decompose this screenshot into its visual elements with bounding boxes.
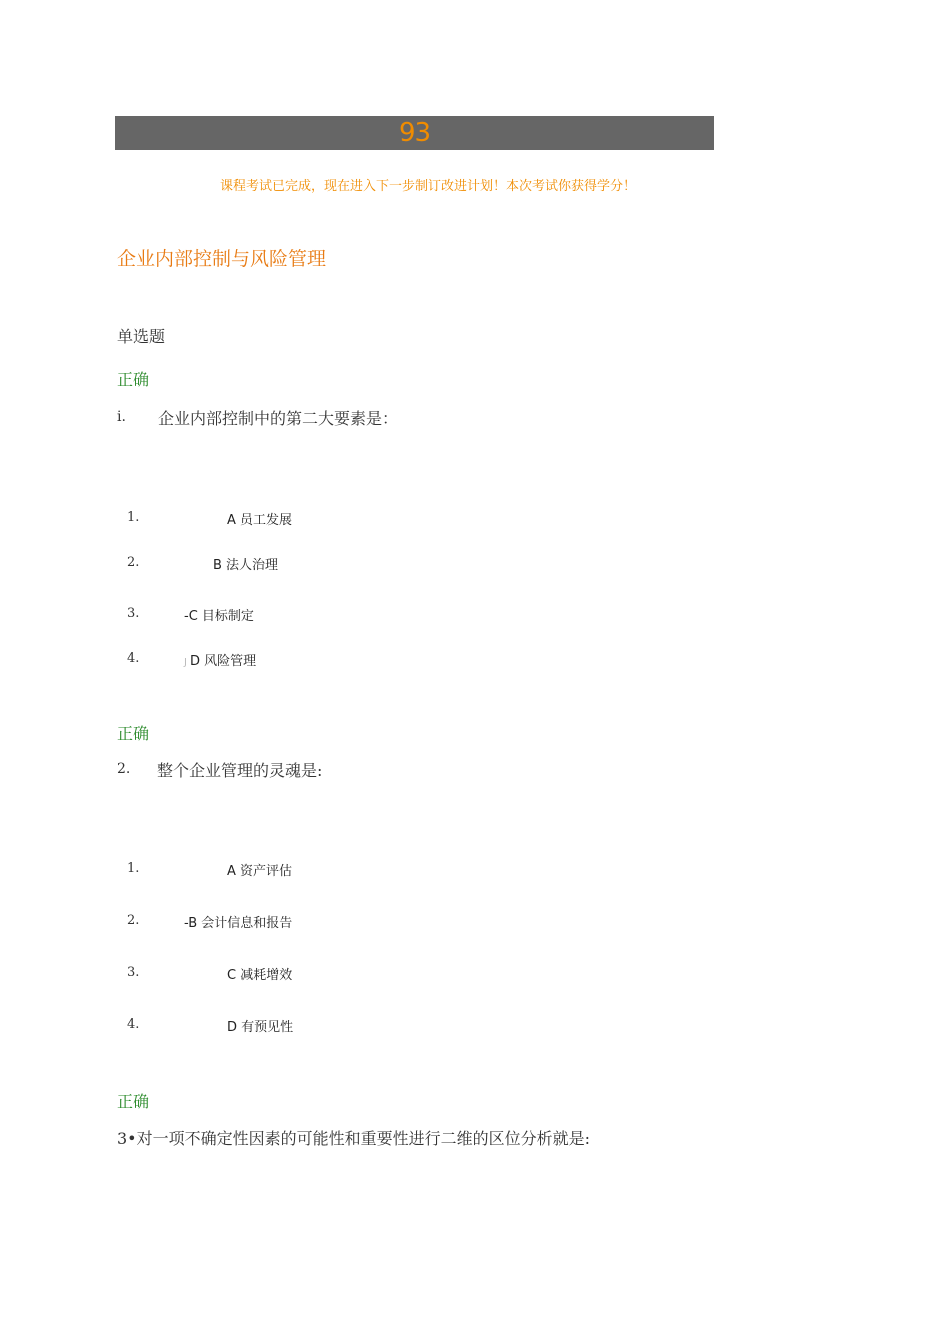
option-d[interactable]: D 有预见性: [227, 1020, 294, 1035]
option-number: 2.: [127, 555, 140, 570]
option-b[interactable]: B 法人治理: [213, 558, 279, 573]
option-number: 2.: [127, 913, 140, 928]
option-d-label: D 风险管理: [189, 654, 257, 669]
course-title: 企业内部控制与风险管理: [117, 248, 327, 270]
option-a[interactable]: A 资产评估: [227, 864, 293, 879]
option-number: 1.: [127, 861, 140, 876]
option-c[interactable]: -C 目标制定: [184, 609, 254, 624]
question-type-heading: 单选题: [117, 327, 166, 346]
answer-status-correct: 正确: [117, 370, 150, 389]
option-d[interactable]: [184, 650, 256, 669]
question-text: 整个企业管理的灵魂是:: [157, 761, 323, 780]
option-number: 4.: [127, 1017, 140, 1032]
option-c[interactable]: C 减耗增效: [227, 968, 293, 983]
option-b[interactable]: -B 会计信息和报告: [184, 916, 293, 931]
exam-score: 93: [398, 118, 431, 148]
question-number: 2.: [117, 761, 131, 777]
question-text: 3•对一项不确定性因素的可能性和重要性进行二维的区位分析就是:: [117, 1129, 591, 1148]
option-number: 3.: [127, 965, 140, 980]
option-number: 3.: [127, 606, 140, 621]
answer-status-correct: 正确: [117, 1092, 150, 1111]
completion-notice: 课程考试已完成，现在进入下一步制订改进计划！本次考试你获得学分！: [220, 179, 637, 194]
answer-status-correct: 正确: [117, 724, 150, 743]
question-text: 企业内部控制中的第二大要素是：: [158, 409, 399, 428]
option-a[interactable]: A 员工发展: [227, 513, 293, 528]
score-bar: [115, 116, 714, 150]
option-mark: J: [184, 657, 187, 668]
option-number: 1.: [127, 510, 140, 525]
option-number: 4.: [127, 651, 140, 666]
question-number: i.: [117, 409, 126, 425]
